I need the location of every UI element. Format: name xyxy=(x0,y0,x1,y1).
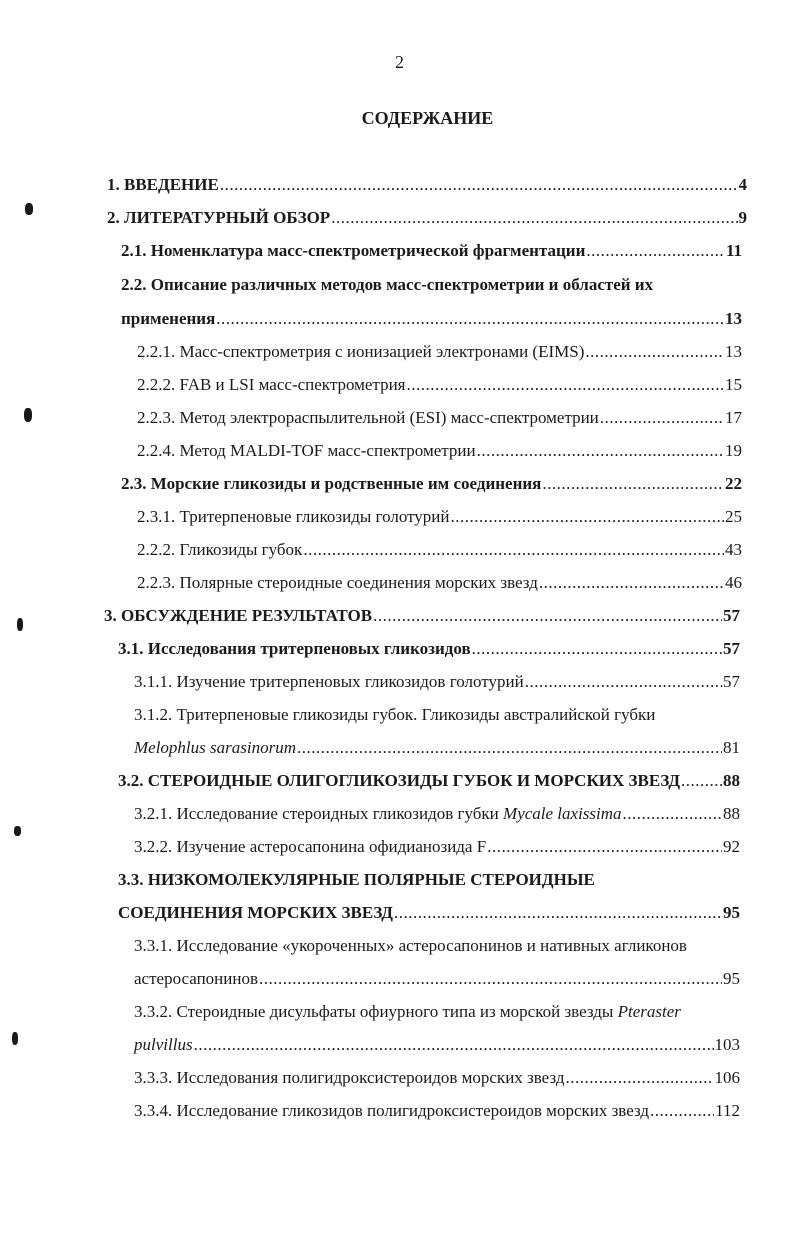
leader-dots xyxy=(216,308,724,330)
toc-entry-3-2-2[interactable] xyxy=(134,836,740,858)
toc-entry-page: 15 xyxy=(725,375,742,394)
toc-entry-label: астеросапонинов xyxy=(134,969,258,988)
toc-entry-label: 2.1. Номенклатура масс-спектрометрической фрагментации xyxy=(121,241,586,260)
toc-entry-page: 9 xyxy=(738,208,747,227)
toc-entry-label-text: 3.2.1. Исследование стероидных гликозидов губки xyxy=(134,804,504,823)
toc-entry-page: 103 xyxy=(714,1035,740,1054)
toc-entry-3-1-2[interactable] xyxy=(134,737,740,759)
species-name: Pteraster xyxy=(617,1002,681,1021)
page-number: 2 xyxy=(395,52,404,72)
toc-entry-3-3-2-line1 xyxy=(134,1001,681,1023)
toc-entry-3-1-1[interactable] xyxy=(134,671,740,693)
toc-entry-label: 2.3.1. Тритерпеновые гликозиды голотурий xyxy=(137,507,450,526)
toc-entry-2-3[interactable] xyxy=(121,473,742,495)
toc-entry-page: 81 xyxy=(723,738,740,757)
toc-entry-label: 2.2.3. Метод электрораспылительной (ESI) масс-спектрометрии xyxy=(137,408,599,427)
scan-speck xyxy=(25,203,33,215)
leader-dots xyxy=(472,638,722,660)
toc-entry-3-3-1-line1: 3.3.1. Исследование «укороченных» астеросапонинов и нативных агликонов xyxy=(134,936,687,955)
toc-entry-label: применения xyxy=(121,309,216,328)
leader-dots xyxy=(373,605,722,627)
toc-entry-page: 88 xyxy=(723,804,740,823)
leader-dots xyxy=(220,174,738,196)
toc-entry-page: 112 xyxy=(715,1101,740,1120)
toc-entry-3-2[interactable] xyxy=(118,770,740,792)
toc-entry-2-2-1[interactable] xyxy=(137,341,742,363)
leader-dots xyxy=(623,803,722,825)
toc-entry-page: 88 xyxy=(723,771,740,790)
toc-entry-2-2-4[interactable] xyxy=(137,440,742,462)
toc-entry-2[interactable] xyxy=(107,207,747,229)
toc-entry-label: 3.2.2. Изучение астеросапонина офидианозида F xyxy=(134,837,487,856)
toc-entry-label: 2.2.2. FAB и LSI масс-спектрометрия xyxy=(137,375,406,394)
toc-entry-label: СОЕДИНЕНИЯ МОРСКИХ ЗВЕЗД xyxy=(118,903,393,922)
toc-entry-page: 92 xyxy=(723,837,740,856)
toc-entry-page: 22 xyxy=(725,474,742,493)
leader-dots xyxy=(585,341,724,363)
toc-entry-page: 57 xyxy=(723,672,740,691)
toc-entry-1[interactable] xyxy=(107,174,747,196)
leader-dots xyxy=(451,506,725,528)
toc-entry-3-2-1[interactable] xyxy=(134,803,740,825)
species-name: Mycale laxissima xyxy=(503,804,622,823)
toc-entry-label: 2. ЛИТЕРАТУРНЫЙ ОБЗОР xyxy=(107,208,331,227)
toc-entry-3[interactable] xyxy=(104,605,740,627)
toc-entry-3-3-1[interactable] xyxy=(134,968,740,990)
toc-entry-2-3-1[interactable] xyxy=(137,506,742,528)
toc-entry-page: 25 xyxy=(725,507,742,526)
leader-dots xyxy=(303,539,724,561)
leader-dots xyxy=(586,240,725,262)
page-title: СОДЕРЖАНИЕ xyxy=(361,108,494,128)
leader-dots xyxy=(394,902,722,924)
toc-entry-page: 13 xyxy=(725,309,742,328)
toc-entry-3-1-2-line1: 3.1.2. Тритерпеновые гликозиды губок. Гликозиды австралийской губки xyxy=(134,705,656,724)
toc-entry-label: 2.2.4. Метод MALDI-TOF масс-спектрометрии xyxy=(137,441,476,460)
toc-entry-2-2-line1: 2.2. Описание различных методов масс-спектрометрии и областей их xyxy=(121,275,654,294)
toc-entry-3-3-3[interactable] xyxy=(134,1067,740,1089)
toc-entry-2-1[interactable] xyxy=(121,240,742,262)
leader-dots xyxy=(487,836,722,858)
leader-dots xyxy=(566,1067,714,1089)
leader-dots xyxy=(297,737,722,759)
toc-entry-page: 43 xyxy=(725,540,742,559)
toc-entry-label: 3.2. СТЕРОИДНЫЕ ОЛИГОГЛИКОЗИДЫ ГУБОК И МОРСКИХ ЗВЕЗД xyxy=(118,771,681,790)
toc-entry-3-3-line1: 3.3. НИЗКОМОЛЕКУЛЯРНЫЕ ПОЛЯРНЫЕ СТЕРОИДНЫЕ xyxy=(118,870,595,889)
scan-speck xyxy=(17,618,23,631)
toc-entry-label xyxy=(134,803,622,825)
toc-entry-label: pulvillus xyxy=(134,1035,193,1054)
leader-dots xyxy=(194,1034,714,1056)
toc-entry-3-3[interactable] xyxy=(118,902,740,924)
toc-entry-label: 3.3.3. Исследования полигидроксистероидов морских звезд xyxy=(134,1068,565,1087)
leader-dots xyxy=(681,770,722,792)
leader-dots xyxy=(600,407,724,429)
leader-dots xyxy=(650,1100,714,1122)
toc-entry-page: 57 xyxy=(723,606,740,625)
toc-entry-label: 2.2.1. Масс-спектрометрия с ионизацией электронами (EIMS) xyxy=(137,342,585,361)
toc-entry-3-3-2[interactable] xyxy=(134,1034,740,1056)
scan-speck xyxy=(24,408,32,422)
leader-dots xyxy=(407,374,725,396)
toc-entry-page: 4 xyxy=(738,175,747,194)
toc-entry-page: 46 xyxy=(725,573,742,592)
toc-entry-page: 13 xyxy=(725,342,742,361)
toc-entry-label: 3.3.4. Исследование гликозидов полигидроксистероидов морских звезд xyxy=(134,1101,650,1120)
toc-entry-label-text: 3.3.2. Стероидные дисульфаты офиурного типа из морской звезды xyxy=(134,1002,618,1021)
toc-entry-page: 95 xyxy=(723,969,740,988)
toc-entry-page: 106 xyxy=(714,1068,740,1087)
toc-entry-label: 3.1.1. Изучение тритерпеновых гликозидов голотурий xyxy=(134,672,524,691)
toc-entry-label: 3. ОБСУЖДЕНИЕ РЕЗУЛЬТАТОВ xyxy=(104,606,373,625)
leader-dots xyxy=(542,473,724,495)
toc-entry-label: 2.3. Морские гликозиды и родственные им соединения xyxy=(121,474,542,493)
toc-entry-label: Melophlus sarasinorum xyxy=(134,738,296,757)
toc-entry-label: 3.1. Исследования тритерпеновых гликозидов xyxy=(118,639,471,658)
leader-dots xyxy=(539,572,724,594)
toc-entry-2-2-3[interactable] xyxy=(137,407,742,429)
toc-entry-sponge-glycosides[interactable] xyxy=(137,539,742,561)
toc-entry-2-2-2[interactable] xyxy=(137,374,742,396)
scan-speck xyxy=(12,1032,18,1045)
toc-entry-page: 57 xyxy=(723,639,740,658)
toc-entry-3-1[interactable] xyxy=(118,638,740,660)
toc-entry-page: 95 xyxy=(723,903,740,922)
toc-entry-3-3-4[interactable] xyxy=(134,1100,740,1122)
toc-entry-page: 11 xyxy=(725,241,742,260)
toc-entry-label: 2.2.2. Гликозиды губок xyxy=(137,540,303,559)
toc-entry-page: 17 xyxy=(725,408,742,427)
leader-dots xyxy=(477,440,724,462)
scan-speck xyxy=(14,826,21,836)
leader-dots xyxy=(259,968,722,990)
toc-entry-page: 19 xyxy=(725,441,742,460)
leader-dots xyxy=(331,207,737,229)
toc-entry-label: 1. ВВЕДЕНИЕ xyxy=(107,175,219,194)
toc-entry-polar-steroids[interactable] xyxy=(137,572,742,594)
toc-entry-label: 2.2.3. Полярные стероидные соединения морских звезд xyxy=(137,573,538,592)
toc-entry-2-2[interactable] xyxy=(121,308,742,330)
leader-dots xyxy=(525,671,722,693)
